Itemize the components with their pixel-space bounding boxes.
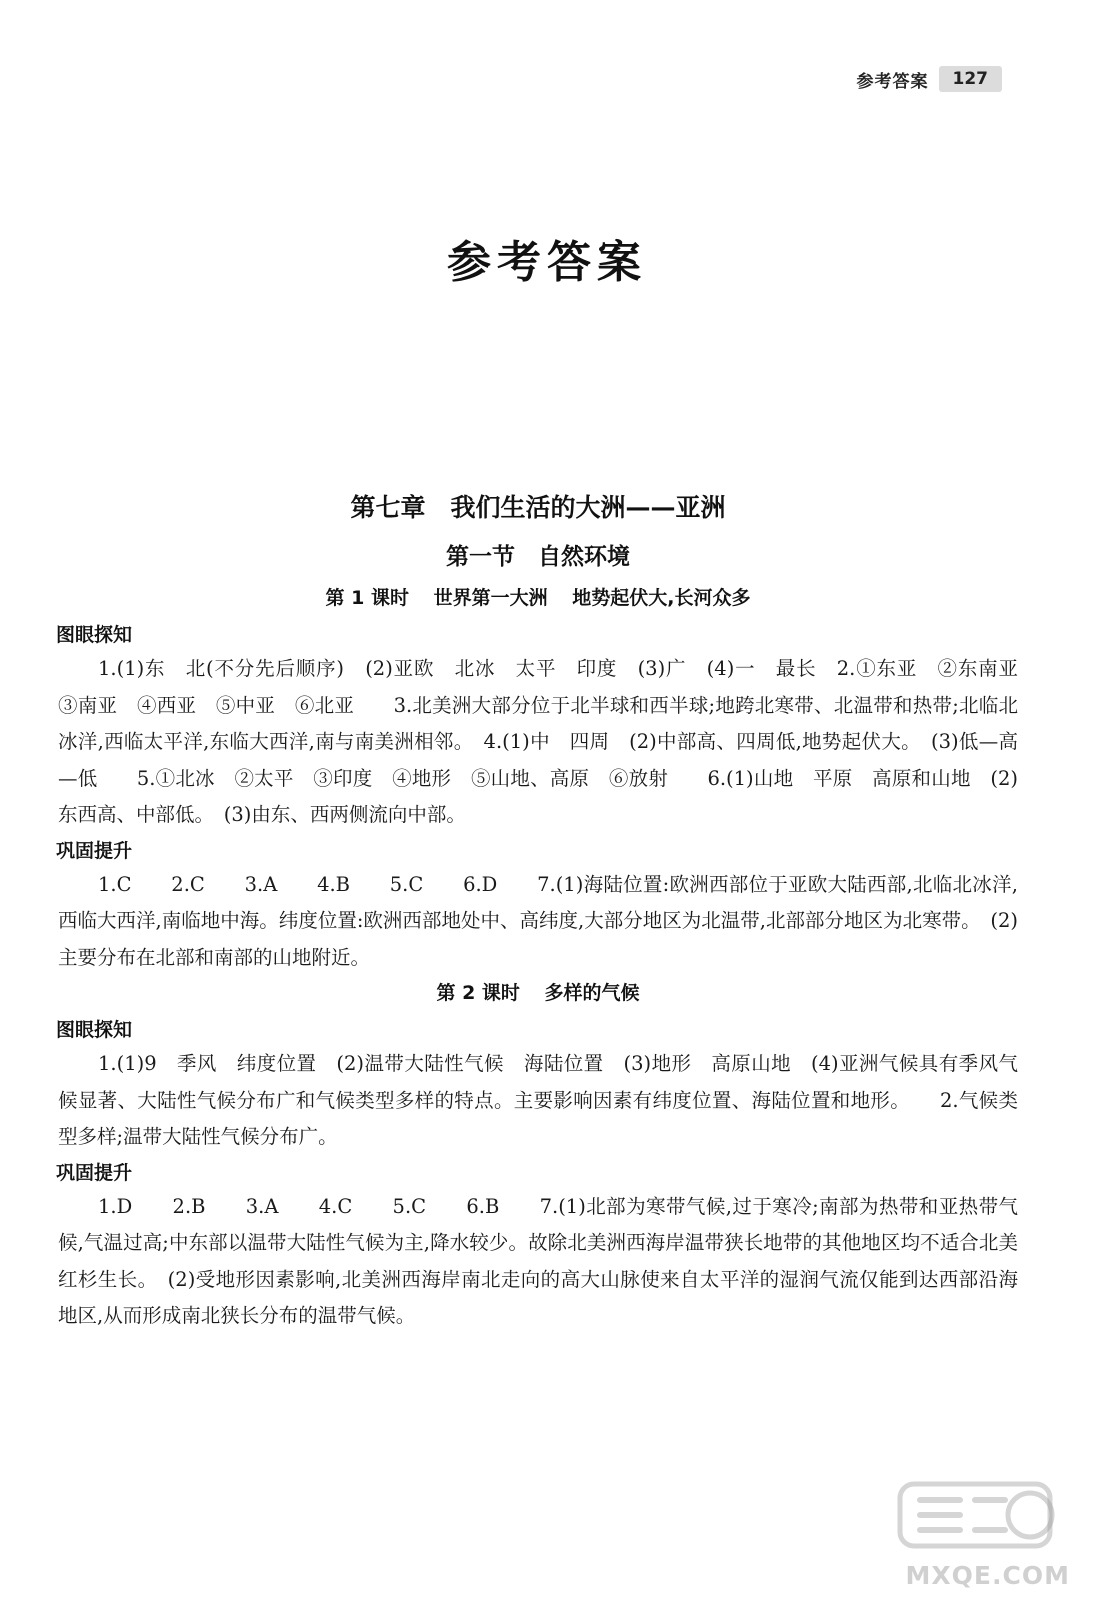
section-heading: 第一节 自然环境: [446, 544, 630, 570]
chapter-heading: 第七章 我们生活的大洲——亚洲: [350, 493, 726, 522]
watermark-logo: [860, 1480, 1070, 1590]
lesson-2-explore-answers: 1.(1)9 季风 纬度位置 (2)温带大陆性气候 海陆位置 (3)地形 高原山地 (4)亚洲气候具有季风气候显著、大陆性气候分布广和气候类型多样的特点。主要影响因素有纬度位置、海陆位置和地形。 2.气候类型多样;温带大陆性气候分布广。: [58, 1052, 1018, 1148]
page-header: [857, 64, 1003, 94]
lesson-1-consolidate-answers: 1.C 2.C 3.A 4.B 5.C 6.D 7.(1)海陆位置:欧洲西部位于亚欧大陆西部,北临北冰洋,西临大西洋,南临地中海。纬度位置:欧洲西部地处中、高纬度,大部分地区为北温带,北部部分地区为北寒带。 (2)主要分布在北部和南部的山地附近。: [58, 872, 1018, 969]
lesson-1-topic-b: 地势起伏大,长河众多: [572, 587, 751, 609]
header-label: 参考答案: [856, 71, 929, 92]
lesson-1-subhead-explore: 图眼探知: [56, 624, 133, 646]
lesson-2-topic: 多样的气候: [544, 982, 640, 1004]
lesson-1-topic-a: 世界第一大洲: [433, 587, 548, 609]
watermark-logo-icon: [860, 1480, 1070, 1560]
lesson-2-subhead-consolidate: 巩固提升: [56, 1161, 133, 1184]
lesson-1-subhead-consolidate: 巩固提升: [56, 839, 133, 862]
answer-content: [56, 488, 1038, 1335]
lesson-1-number: 第 1 课时: [325, 587, 409, 609]
lesson-2-number: 第 2 课时: [436, 982, 520, 1004]
lesson-2-consolidate-answers: 1.D 2.B 3.A 4.C 5.C 6.B 7.(1)北部为寒带气候,过于寒冷;南部为热带和亚热带气候,气温过高;中东部以温带大陆性气候为主,降水较少。故除北美洲西海岸温带狭长地带的其他地区均不适合北美红杉生长。 (2)受地形因素影响,北美洲西海岸南北走向的高大山脉使来自太平洋的湿润气流仅能到达西部沿海地区,从而形成南北狭长分布的温带气候。: [58, 1194, 1018, 1327]
lesson-2-subhead-explore: 图眼探知: [56, 1019, 133, 1041]
page-title: 参考答案: [447, 237, 647, 288]
lesson-1-explore-answers: 1.(1)东 北(不分先后顺序) (2)亚欧 北冰 太平 印度 (3)广 (4)一 最长 2.①东亚 ②东南亚 ③南亚 ④西亚 ⑤中亚 ⑥北亚 3.北美洲大部分位于北半球和西半球;地跨北寒带、北温带和热带;北临北冰洋,西临太平洋,东临大西洋,南与南美洲相邻。 4.(1)中 四周 (2)中部高、四周低,地势起伏大。 (3)低—高—低 5.①北冰 ②太平 ③印度 ④地形 ⑤山地、高原 ⑥放射 6.(1)山地 平原 高原和山地 (2)东西高、中部低。 (3)由东、西两侧流向中部。: [58, 657, 1038, 826]
lesson-2-heading: [58, 978, 1018, 1005]
watermark-text: MXQE.COM: [905, 1561, 1070, 1590]
page-number: 127: [939, 66, 1003, 92]
lesson-1-heading: [58, 583, 1018, 610]
